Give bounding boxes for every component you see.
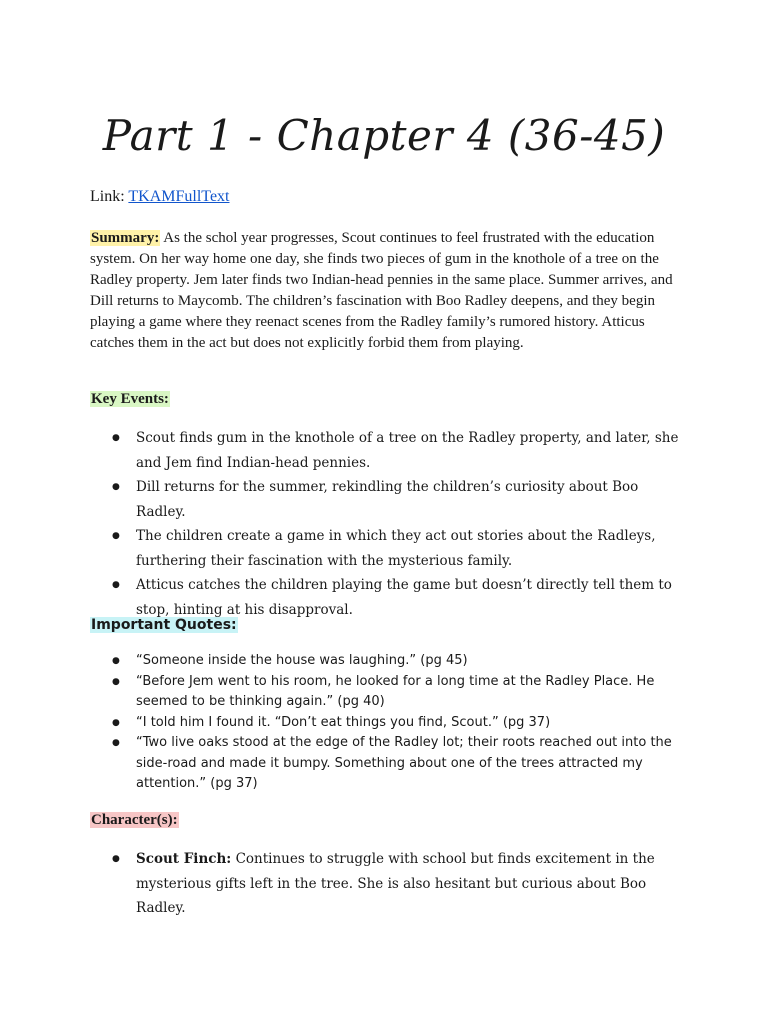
summary-paragraph	[90, 228, 690, 354]
list-item: ● “Someone inside the house was laughing.” (pg 45)	[90, 651, 680, 672]
character-name: Scout Finch:	[136, 851, 232, 867]
summary-label: Summary:	[91, 230, 160, 246]
quotes-list	[90, 651, 680, 795]
link-line	[90, 186, 230, 208]
list-item: ● “Before Jem went to his room, he looked for a long time at the Radley Place. He seemed to be thinking again.” (pg 40)	[90, 672, 680, 713]
list-item: ● Atticus catches the children playing the game but doesn’t directly tell them to stop, hinting at his disapproval.	[90, 573, 680, 622]
list-item: ● “Two live oaks stood at the edge of the Radley lot; their roots reached out into the side-road and made it bumpy. Something about one of the trees attracted my attention.” (pg 37)	[90, 733, 680, 795]
summary-text: As the schol year progresses, Scout continues to feel frustrated with the education system. On her way home one day, she finds two pieces of gum in the knothole of a tree on the Radley property. Jem later finds two Indian-head pennies in the same place. Summer arrives, and Dill returns to Maycomb. The children’s fascination with Boo Radley deepens, and they begin playing a game where they reenact scenes from the Radley family’s rumored history. Atticus catches them in the act but does not explicitly forbid them from playing.	[90, 230, 673, 351]
characters-heading	[90, 809, 179, 831]
key-events-heading	[90, 388, 170, 410]
list-item: ● “I told him I found it. “Don’t eat things you find, Scout.” (pg 37)	[90, 713, 680, 734]
character-description: Continues to struggle with school but finds excitement in the mysterious gifts left in the tree. She is also hesitant but curious about Boo Radley.	[136, 851, 655, 916]
link-label: Link:	[90, 188, 125, 205]
full-text-link[interactable]: TKAMFullText	[128, 188, 230, 205]
list-item: ● The children create a game in which they act out stories about the Radleys, furthering their fascination with the mysterious family.	[90, 524, 680, 573]
key-events-label: Key Events:	[91, 391, 169, 407]
page-title: Part 1 - Chapter 4 (36-45)	[102, 111, 666, 160]
characters-list	[90, 847, 680, 921]
characters-label: Character(s):	[91, 812, 178, 828]
list-item: ● Scout finds gum in the knothole of a tree on the Radley property, and later, she and Jem find Indian-head pennies.	[90, 426, 680, 475]
quotes-label: Important Quotes:	[91, 617, 237, 633]
list-item: ● Dill returns for the summer, rekindling the children’s curiosity about Boo Radley.	[90, 475, 680, 524]
quotes-heading	[90, 614, 238, 636]
list-item	[90, 847, 680, 921]
key-events-list	[90, 426, 680, 622]
